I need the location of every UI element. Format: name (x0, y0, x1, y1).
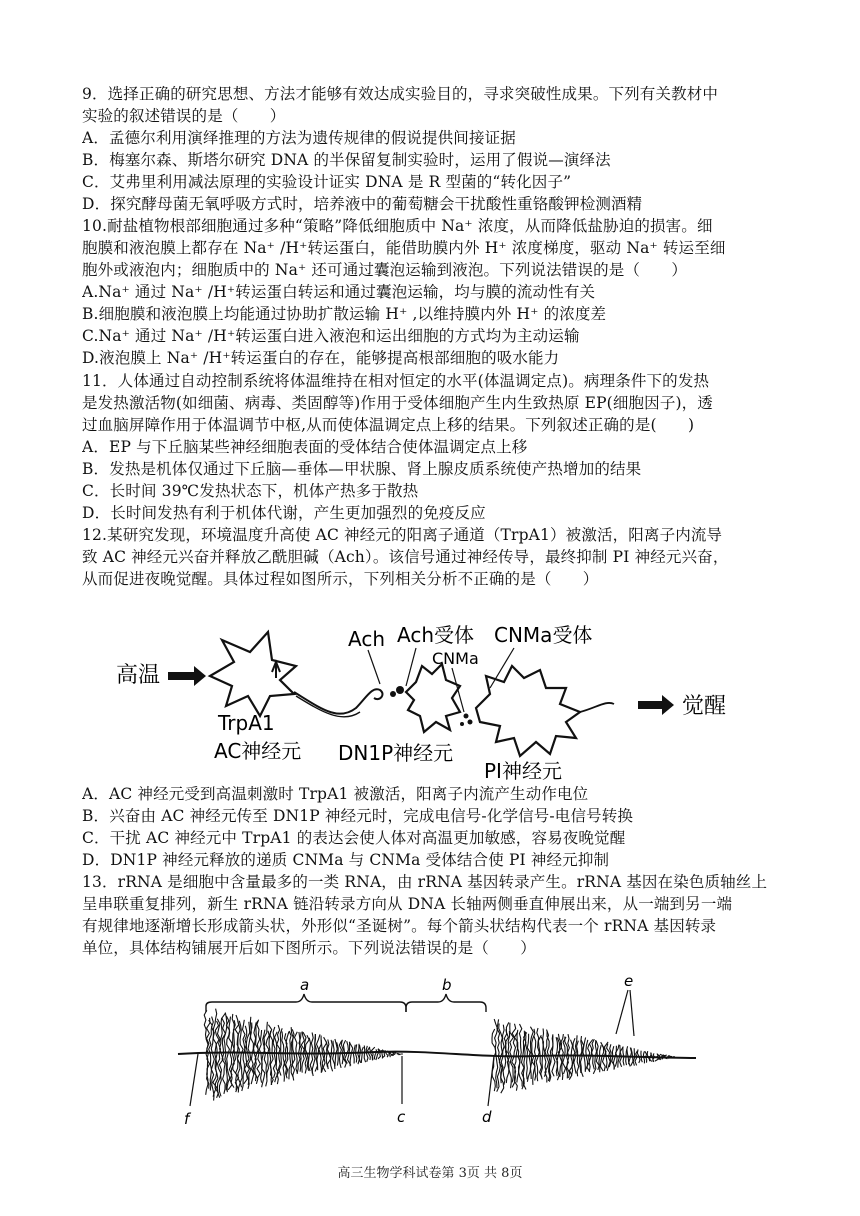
rrna-fibril (330, 1054, 332, 1071)
label-b: b (442, 976, 452, 994)
rrna-fibril (534, 1036, 536, 1057)
rrna-fibril (289, 1031, 291, 1054)
rrna-fibril (603, 1057, 606, 1071)
q10-option-b: B.细胞膜和液泡膜上均能通过协助扩散运输 H⁺ ,以维持膜内外 H⁺ 的浓度差 (82, 305, 607, 323)
rrna-fibril (283, 1054, 284, 1082)
q11-stem: 11．人体通过自动控制系统将体温维持在相对恒定的水平(体温调定点)。病理条件下的发热 (82, 372, 710, 390)
rrna-fibril (327, 1040, 329, 1055)
dn1p-neuron-label: DN1P神经元 (338, 741, 454, 765)
rrna-fibril (337, 1054, 338, 1066)
rrna-fibril (606, 1057, 607, 1068)
rrna-fibril (244, 1054, 248, 1084)
rrna-fibril (333, 1041, 334, 1054)
rrna-fibril (270, 1031, 272, 1054)
rrna-fibril (613, 1057, 615, 1069)
label-a: a (300, 976, 310, 994)
rrna-fibril (289, 1054, 291, 1079)
brace-a (206, 994, 406, 1012)
rrna-fibril (374, 1054, 375, 1059)
q10-option-c: C.Na⁺ 通过 Na⁺ /H⁺转运蛋白进入液泡和运出细胞的方式均为主动运输 (82, 327, 580, 345)
q12-stem-cont2: 从而促进夜晚觉醒。具体过程如图所示，下列相关分析不正确的是（ ） (82, 570, 599, 588)
rrna-fibril (335, 1039, 337, 1054)
rrna-fibril (523, 1057, 526, 1090)
rrna-fibril (577, 1057, 579, 1076)
rrna-fibril (534, 1057, 535, 1081)
trpa1-label: TrpA1 (218, 711, 275, 735)
rrna-fibril (386, 1054, 388, 1057)
rrna-fibril (360, 1045, 361, 1054)
rrna-fibril (359, 1054, 360, 1063)
rrna-fibril (508, 1031, 510, 1057)
dn1p-neuron-shape (406, 664, 460, 732)
q12-option-a: A．AC 神经元受到高温刺激时 TrpA1 被激活，阳离子内流产生动作电位 (82, 785, 589, 803)
rrna-fibril (523, 1031, 525, 1057)
rrna-fibril (340, 1054, 342, 1068)
q9-option-c: C．艾弗里利用减法原理的实验设计证实 DNA 是 R 型菌的“转化因子” (82, 173, 572, 191)
q12-option-d: D．DN1P 神经元释放的递质 CNMa 与 CNMa 受体结合使 PI 神经元抑制 (82, 851, 610, 869)
page-footer: 高三生物学科试卷第 3页 共 8页 (337, 1166, 523, 1181)
rrna-fibril (367, 1054, 368, 1062)
q9-stem-cont: 实验的叙述错误的是（ ） (82, 107, 286, 125)
trpa1-channel (272, 662, 280, 678)
rrna-fibril (302, 1054, 304, 1073)
rrna-fibril (568, 1034, 570, 1057)
cnma-receptor-label: CNMa受体 (494, 623, 593, 647)
transcription-unit-1 (204, 1009, 403, 1101)
rrna-fibril (618, 1057, 620, 1068)
ach-label: Ach (348, 627, 386, 651)
q13-stem-cont3: 单位，具体结构铺展开后如下图所示。下列说法错误的是（ ） (82, 939, 536, 957)
rrna-fibril (634, 1048, 635, 1057)
rrna-fibril (361, 1054, 362, 1063)
rrna-fibril (536, 1057, 538, 1081)
rrna-fibril (312, 1054, 315, 1074)
label-d: d (482, 1108, 492, 1126)
rrna-fibril (264, 1022, 267, 1054)
rrna-fibril (519, 1024, 521, 1057)
rrna-fibril (376, 1054, 378, 1060)
neuron-pathway-figure (110, 612, 750, 784)
rrna-fibril (395, 1052, 396, 1054)
q9-option-d: D．探究酵母菌无氧呼吸方式时，培养液中的葡萄糖会干扰酸性重铬酸钾检测酒精 (82, 195, 643, 213)
rrna-fibril (273, 1027, 275, 1054)
rrna-fibril (581, 1057, 584, 1077)
rrna-christmas-tree-figure (176, 976, 706, 1130)
rrna-fibril (210, 1054, 211, 1091)
rrna-fibril (503, 1025, 505, 1057)
rrna-fibril (599, 1057, 600, 1072)
rrna-fibril (615, 1057, 617, 1067)
rrna-fibril (556, 1037, 558, 1057)
rrna-fibril (353, 1054, 354, 1064)
rrna-fibril (239, 1021, 243, 1054)
rrna-fibril (350, 1054, 351, 1066)
rrna-fibril (626, 1057, 627, 1065)
rrna-fibril (644, 1057, 645, 1063)
rrna-fibril (321, 1036, 323, 1055)
rrna-fibril (573, 1038, 575, 1057)
rrna-fibril (267, 1054, 269, 1078)
q11-option-b: B．发热是机体仅通过下丘脑—垂体—甲状腺、肾上腺皮质系统使产热增加的结果 (82, 460, 642, 478)
rrna-fibril (601, 1042, 604, 1057)
rrna-fibril (623, 1057, 624, 1066)
q12-option-c: C．干扰 AC 神经元中 TrpA1 的表达会使人体对高温更加敏感，容易夜晚觉醒 (82, 829, 626, 847)
q10-stem: 10.耐盐植物根部细胞通过多种“策略”降低细胞质中 Na⁺ 浓度，从而降低盐胁迫的损害。细 (82, 217, 713, 235)
rrna-fibril (343, 1040, 345, 1054)
q10-stem-cont2: 胞外或液泡内；细胞质中的 Na⁺ 还可通过囊泡运输到液泡。下列说法错误的是（ ） (82, 261, 687, 279)
rrna-fibril (300, 1054, 301, 1072)
rrna-fibril (639, 1057, 640, 1063)
rrna-fibril (282, 1031, 284, 1054)
rrna-fibril (503, 1057, 506, 1085)
rrna-fibril (393, 1054, 395, 1056)
rrna-fibril (356, 1054, 357, 1063)
q13-stem: 13．rRNA 是细胞中含量最多的一类 RNA，由 rRNA 基因转录产生。rRNA 基因在染色质轴丝上 (82, 873, 768, 891)
label-c: c (397, 1108, 406, 1126)
pointer-e1 (616, 990, 628, 1034)
cnma-label: CNMa (432, 649, 479, 668)
q13-stem-cont: 呈串联重复排列，新生 rRNA 链沿转录方向从 DNA 长轴两侧垂直伸展出来，从一端到另一端 (82, 895, 733, 913)
rrna-fibril (583, 1038, 586, 1058)
rrna-fibril (646, 1057, 647, 1063)
rrna-fibril (286, 1032, 289, 1054)
rrna-fibril (641, 1051, 642, 1057)
q10-option-a: A.Na⁺ 通过 Na⁺ /H⁺转运蛋白转运和通过囊泡运输，均与膜的流动性有关 (82, 283, 596, 301)
rrna-fibril (240, 1054, 242, 1087)
pointer-d (488, 1056, 494, 1106)
rrna-fibril (311, 1033, 313, 1055)
rrna-fibril (341, 1040, 343, 1054)
rrna-fibril (342, 1054, 343, 1064)
rrna-fibril (317, 1054, 318, 1070)
rrna-fibril (620, 1057, 622, 1067)
rrna-fibril (525, 1032, 527, 1057)
pi-neuron-label: PI神经元 (484, 759, 562, 783)
q9-stem: 9．选择正确的研究思想、方法才能够有效达成实验目的，寻求突破性成果。下列有关教材中 (82, 85, 719, 103)
cnma-vesicle (464, 714, 469, 719)
pointer-e2 (630, 990, 634, 1036)
rrna-fibril (552, 1057, 555, 1076)
rrna-fibril (257, 1054, 260, 1079)
rrna-fibril (259, 1030, 261, 1054)
q11-option-d: D．长时间发热有利于机体代谢，产生更加强烈的免疫反应 (82, 504, 486, 522)
rrna-fibril (577, 1041, 579, 1057)
rrna-fibril (574, 1057, 576, 1074)
high-temp-label: 高温 (116, 663, 161, 688)
output-arrow (638, 695, 674, 715)
rrna-fibril (323, 1037, 327, 1054)
rrna-fibril (309, 1038, 310, 1054)
rrna-fibril (389, 1054, 391, 1057)
rrna-fibril (292, 1029, 294, 1054)
label-f: f (184, 1110, 190, 1128)
q9-option-a: A．孟德尔利用演绎推理的方法为遗传规律的假说提供间接证据 (82, 129, 516, 147)
label-e: e (624, 976, 634, 990)
input-arrow (168, 666, 206, 686)
wake-label: 觉醒 (682, 694, 727, 719)
pi-neuron-shape (476, 666, 580, 756)
ach-vesicle (396, 686, 404, 694)
rrna-fibril (224, 1013, 227, 1055)
q11-option-a: A．EP 与下丘脑某些神经细胞表面的受体结合使体温调定点上移 (82, 438, 528, 456)
rrna-fibril (512, 1024, 516, 1057)
q11-option-c: C．长时间 39℃发热状态下，机体产热多于散热 (82, 482, 419, 500)
rrna-fibril (494, 1019, 497, 1057)
rrna-fibril (635, 1057, 637, 1065)
rrna-fibril (305, 1054, 307, 1074)
rrna-fibril (297, 1054, 300, 1074)
ac-axon (294, 689, 382, 714)
rrna-fibril (369, 1054, 371, 1060)
ac-neuron-label: AC神经元 (214, 739, 302, 763)
rrna-fibril (320, 1054, 321, 1073)
rrna-fibril (277, 1025, 280, 1054)
rrna-fibril (273, 1054, 275, 1078)
rrna-fibril (326, 1041, 327, 1054)
q10-option-d: D.液泡膜上 Na⁺ /H⁺转运蛋白的存在，能够提高根部细胞的吸水能力 (82, 349, 560, 367)
q9-option-b: B．梅塞尔森、斯塔尔研究 DNA 的半保留复制实验时，运用了假说—演绎法 (82, 151, 611, 169)
ac-neuron-shape (210, 632, 296, 716)
pointer-f (190, 1054, 198, 1106)
q12-stem-cont: 致 AC 神经元兴奋并释放乙酰胆碱（Ach）。该信号通过神经传导，最终抑制 PI 神经元兴奋， (82, 548, 729, 566)
q11-stem-cont2: 过血脑屏障作用于体温调节中枢,从而使体温调定点上移的结果。下列叙述正确的是( ) (82, 416, 695, 434)
q10-stem-cont: 胞膜和液泡膜上都存在 Na⁺ /H⁺转运蛋白，能借助膜内外 H⁺ 浓度梯度，驱动 Na⁺ 转运至细 (82, 239, 726, 257)
rrna-fibril (264, 1054, 267, 1086)
rrna-fibril (514, 1057, 517, 1091)
rrna-fibril (557, 1057, 559, 1080)
rrna-fibril (647, 1051, 648, 1057)
rrna-fibril (399, 1054, 401, 1055)
brace-b (406, 994, 486, 1012)
rrna-fibril (571, 1040, 573, 1057)
rrna-fibril (378, 1054, 380, 1059)
rrna-fibril (593, 1057, 595, 1069)
q12-option-b: B．兴奋由 AC 神经元传至 DN1P 神经元时，完成电信号-化学信号-电信号转换 (82, 807, 634, 825)
rrna-fibril (496, 1057, 498, 1088)
rrna-fibril (510, 1023, 514, 1057)
rrna-fibril (671, 1056, 672, 1057)
ach-receptor-label: Ach受体 (397, 623, 475, 647)
rrna-fibril (333, 1054, 335, 1069)
rrna-fibril (364, 1054, 365, 1062)
rrna-fibril (563, 1057, 566, 1074)
rrna-fibril (331, 1040, 332, 1054)
rrna-fibril (322, 1054, 324, 1072)
rrna-fibril (295, 1032, 298, 1054)
q11-stem-cont: 是发热激活物(如细菌、病毒、类固醇等)作用于受体细胞产生内生致热原 EP(细胞因子)，透 (82, 394, 713, 412)
q13-stem-cont2: 有规律地逐渐增长形成箭头状，外形似“圣诞树”。每个箭头状结构代表一个 rRNA 基因转录 (82, 917, 717, 935)
rrna-fibril (335, 1054, 336, 1066)
q12-stem: 12.某研究发现，环境温度升高使 AC 神经元的阳离子通道（TrpA1）被激活，阳离子内流导 (82, 526, 723, 544)
rrna-fibril (562, 1057, 563, 1080)
rrna-fibril (527, 1057, 528, 1079)
